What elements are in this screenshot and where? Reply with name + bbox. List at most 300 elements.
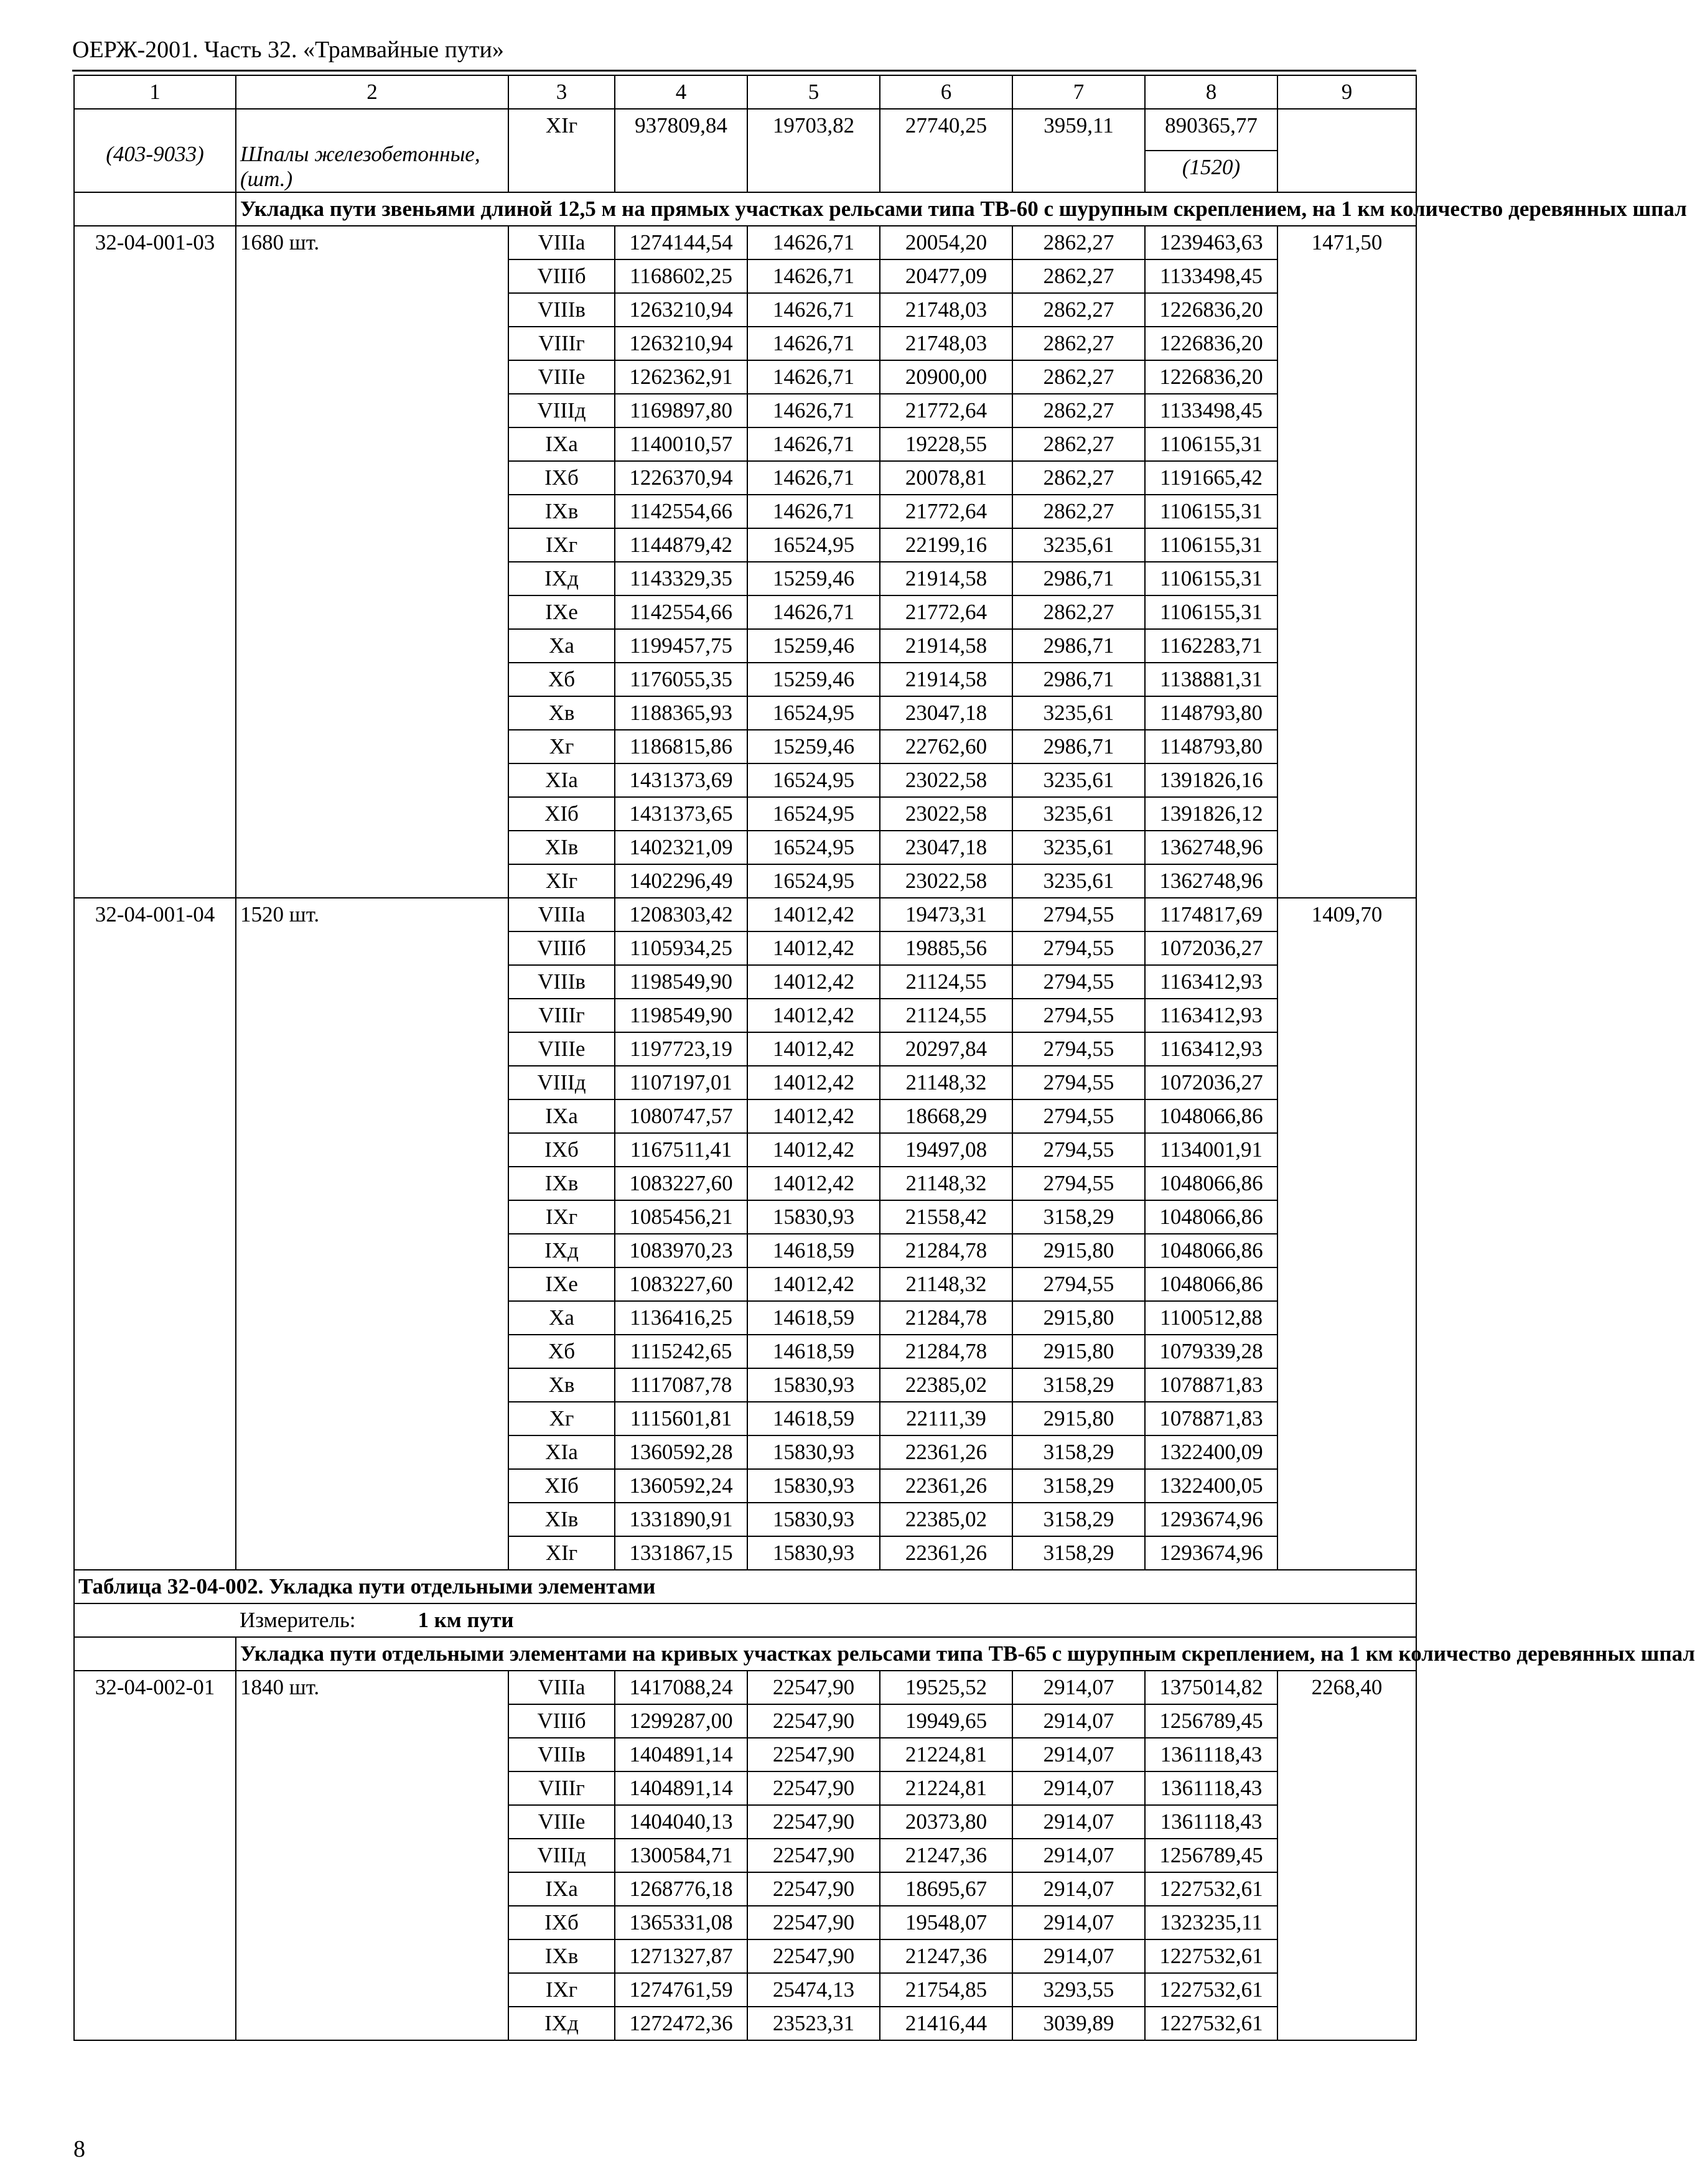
zone-cell: Xг: [508, 730, 615, 763]
value-cell: 1163412,93: [1145, 1032, 1277, 1066]
spacer-cell: [74, 192, 236, 226]
rate-code: 32-04-002-01: [74, 1671, 236, 2040]
value-cell: 21247,36: [880, 1939, 1012, 1973]
zone-cell: VIIIг: [508, 327, 615, 360]
value-cell: 1134001,91: [1145, 1133, 1277, 1167]
value-cell: 21754,85: [880, 1973, 1012, 2007]
value-cell: 1361118,43: [1145, 1805, 1277, 1839]
zone-cell: VIIIв: [508, 965, 615, 999]
value-cell: 1227532,61: [1145, 2007, 1277, 2040]
value-cell: [1277, 109, 1416, 192]
value-cell: 18695,67: [880, 1872, 1012, 1906]
value-cell: 1168602,25: [615, 259, 747, 293]
value-cell: 1115601,81: [615, 1402, 747, 1435]
value-cell: 19525,52: [880, 1671, 1012, 1704]
value-cell: 23022,58: [880, 763, 1012, 797]
value-cell: 1085456,21: [615, 1200, 747, 1234]
value-cell: 19473,31: [880, 898, 1012, 931]
value-cell: 2794,55: [1012, 1167, 1145, 1200]
value-cell: 1186815,86: [615, 730, 747, 763]
value-cell: 16524,95: [747, 696, 880, 730]
value-cell: 1048066,86: [1145, 1200, 1277, 1234]
value-cell: 2862,27: [1012, 327, 1145, 360]
value-cell: 22547,90: [747, 1906, 880, 1939]
value-cell: 21284,78: [880, 1234, 1012, 1267]
value-cell: 14626,71: [747, 293, 880, 327]
rate-name: 1840 шт.: [236, 1671, 508, 2040]
value-cell: 3158,29: [1012, 1200, 1145, 1234]
value-cell: 1226836,20: [1145, 293, 1277, 327]
value-cell: 2986,71: [1012, 730, 1145, 763]
value-cell: 21148,32: [880, 1267, 1012, 1301]
value-cell: 2914,07: [1012, 1839, 1145, 1872]
section-title: Укладка пути отдельными элементами на кривых участках рельсами типа ТВ-65 с шурупным скреплением, на 1 км количество деревянных шпал: [236, 1637, 1416, 1671]
value-cell: 14012,42: [747, 999, 880, 1032]
value-cell: 21247,36: [880, 1839, 1012, 1872]
page-header: ОЕРЖ-2001. Часть 32. «Трамвайные пути»: [72, 37, 504, 63]
value-cell: 3235,61: [1012, 831, 1145, 864]
zone-cell: IXд: [508, 1234, 615, 1267]
value-cell: 1362748,96: [1145, 864, 1277, 898]
value-cell: 14626,71: [747, 226, 880, 259]
zone-cell: VIIIа: [508, 898, 615, 931]
value-cell: 1360592,24: [615, 1469, 747, 1503]
value-cell: 14012,42: [747, 965, 880, 999]
value-cell: 14626,71: [747, 327, 880, 360]
value-cell: 1323235,11: [1145, 1906, 1277, 1939]
zone-cell: VIIIб: [508, 931, 615, 965]
value-cell: 1274761,59: [615, 1973, 747, 2007]
zone-cell: Xа: [508, 629, 615, 663]
value-cell: 2914,07: [1012, 1906, 1145, 1939]
value-cell: 21224,81: [880, 1771, 1012, 1805]
value-cell: 1072036,27: [1145, 931, 1277, 965]
header-divider: [72, 70, 1416, 72]
value-cell: 16524,95: [747, 831, 880, 864]
value-cell: 15259,46: [747, 629, 880, 663]
value-cell: 3158,29: [1012, 1536, 1145, 1570]
zone-cell: IXд: [508, 562, 615, 595]
value-cell: 1226836,20: [1145, 327, 1277, 360]
value-cell: 14012,42: [747, 1066, 880, 1099]
value-cell: 1402321,09: [615, 831, 747, 864]
value-cell: 2794,55: [1012, 898, 1145, 931]
value-cell: 20900,00: [880, 360, 1012, 394]
value-cell: 2915,80: [1012, 1301, 1145, 1335]
zone-cell: VIIIе: [508, 360, 615, 394]
value-cell: 23047,18: [880, 696, 1012, 730]
zone-cell: VIIIв: [508, 293, 615, 327]
value-cell: 1274144,54: [615, 226, 747, 259]
resource-code: (403-9033): [74, 109, 236, 192]
value-cell: 1227532,61: [1145, 1872, 1277, 1906]
value-cell: 1078871,83: [1145, 1368, 1277, 1402]
value-cell: 2914,07: [1012, 1771, 1145, 1805]
measure-label: Измеритель:: [240, 1608, 356, 1632]
value-cell: 1208303,42: [615, 898, 747, 931]
page-number: 8: [73, 2136, 85, 2162]
value-cell: 1417088,24: [615, 1671, 747, 1704]
value-cell: 1262362,91: [615, 360, 747, 394]
value-cell: 20297,84: [880, 1032, 1012, 1066]
value-cell: 1271327,87: [615, 1939, 747, 1973]
value-cell: 23047,18: [880, 831, 1012, 864]
value-cell: 1100512,88: [1145, 1301, 1277, 1335]
measure-value: 1 км пути: [418, 1608, 514, 1632]
value-cell: 15830,93: [747, 1503, 880, 1536]
value-cell: 1227532,61: [1145, 1939, 1277, 1973]
value-cell: 2915,80: [1012, 1335, 1145, 1368]
value-cell: 1163412,93: [1145, 999, 1277, 1032]
value-cell: 20078,81: [880, 461, 1012, 495]
column-number: 3: [508, 75, 615, 109]
table-title: Таблица 32-04-002. Укладка пути отдельными элементами: [74, 1570, 1416, 1603]
value-cell: 23022,58: [880, 864, 1012, 898]
value-cell: 20373,80: [880, 1805, 1012, 1839]
zone-cell: Xб: [508, 663, 615, 696]
value-cell: 15830,93: [747, 1536, 880, 1570]
value-cell: 2914,07: [1012, 1939, 1145, 1973]
value-cell: 22385,02: [880, 1503, 1012, 1536]
value-cell: 15259,46: [747, 730, 880, 763]
value-cell: 22547,90: [747, 1805, 880, 1839]
zone-cell: XIб: [508, 1469, 615, 1503]
value-cell: 937809,84: [615, 109, 747, 192]
value-cell: 1391826,16: [1145, 763, 1277, 797]
value-cell: 1106155,31: [1145, 562, 1277, 595]
value-cell: 15259,46: [747, 663, 880, 696]
zone-cell: XIв: [508, 831, 615, 864]
value-cell: 22547,90: [747, 1839, 880, 1872]
zone-cell: XIг: [508, 864, 615, 898]
value-cell: 1115242,65: [615, 1335, 747, 1368]
value-cell: 1167511,41: [615, 1133, 747, 1167]
value-cell: 15830,93: [747, 1200, 880, 1234]
value-cell: 1404891,14: [615, 1771, 747, 1805]
value-cell: 2794,55: [1012, 1099, 1145, 1133]
zone-cell: IXв: [508, 495, 615, 528]
value-cell: 21748,03: [880, 327, 1012, 360]
value-cell: 1272472,36: [615, 2007, 747, 2040]
value-cell: 20477,09: [880, 259, 1012, 293]
value-cell: 3158,29: [1012, 1503, 1145, 1536]
value-cell: 1404040,13: [615, 1805, 747, 1839]
column-number: 5: [747, 75, 880, 109]
value-cell: 1431373,65: [615, 797, 747, 831]
value-cell: 21124,55: [880, 999, 1012, 1032]
zone-cell: VIIIа: [508, 1671, 615, 1704]
value-cell: 2986,71: [1012, 629, 1145, 663]
value-cell: 1106155,31: [1145, 528, 1277, 562]
value-cell: 1256789,45: [1145, 1839, 1277, 1872]
value-cell: 1048066,86: [1145, 1167, 1277, 1200]
value-cell: 1331890,91: [615, 1503, 747, 1536]
value-cell: 20054,20: [880, 226, 1012, 259]
value-cell: 15830,93: [747, 1368, 880, 1402]
value-cell: 1375014,82: [1145, 1671, 1277, 1704]
value-cell: 1142554,66: [615, 495, 747, 528]
value-cell: 14626,71: [747, 427, 880, 461]
value-cell: 22547,90: [747, 1704, 880, 1738]
zone-cell: IXв: [508, 1939, 615, 1973]
value-cell: 19703,82: [747, 109, 880, 192]
value-cell: 1079339,28: [1145, 1335, 1277, 1368]
value-cell: 2794,55: [1012, 965, 1145, 999]
zone-cell: IXа: [508, 427, 615, 461]
zone-cell: VIIIг: [508, 999, 615, 1032]
rate-code: 32-04-001-03: [74, 226, 236, 898]
value-cell: 1105934,25: [615, 931, 747, 965]
value-cell: 1078871,83: [1145, 1402, 1277, 1435]
zone-cell: XIг: [508, 109, 615, 192]
value-cell: 22199,16: [880, 528, 1012, 562]
zone-cell: Xа: [508, 1301, 615, 1335]
value-cell: 2862,27: [1012, 427, 1145, 461]
value-cell: 1227532,61: [1145, 1973, 1277, 2007]
zone-cell: IXе: [508, 1267, 615, 1301]
value-cell: 1431373,69: [615, 763, 747, 797]
rates-table: [73, 75, 1695, 2041]
value-cell: 15259,46: [747, 562, 880, 595]
zone-cell: IXб: [508, 1133, 615, 1167]
value-cell: 21148,32: [880, 1066, 1012, 1099]
value-cell: 21772,64: [880, 495, 1012, 528]
column-number: 4: [615, 75, 747, 109]
value-cell: 1176055,35: [615, 663, 747, 696]
value-cell: 2862,27: [1012, 293, 1145, 327]
value-cell: 1299287,00: [615, 1704, 747, 1738]
value-cell: 2862,27: [1012, 461, 1145, 495]
value-cell: 1106155,31: [1145, 495, 1277, 528]
value-cell: 1174817,69: [1145, 898, 1277, 931]
value-cell: 22547,90: [747, 1671, 880, 1704]
value-cell: 1138881,31: [1145, 663, 1277, 696]
value-cell: 14626,71: [747, 259, 880, 293]
value-cell: 1148793,80: [1145, 696, 1277, 730]
value-cell: 2794,55: [1012, 931, 1145, 965]
value-cell: 1048066,86: [1145, 1267, 1277, 1301]
value-cell: 1331867,15: [615, 1536, 747, 1570]
value-cell: 2862,27: [1012, 259, 1145, 293]
zone-cell: VIIIд: [508, 1066, 615, 1099]
value-cell: 2268,40: [1277, 1671, 1416, 2040]
value-cell: 3235,61: [1012, 864, 1145, 898]
value-cell: 2862,27: [1012, 595, 1145, 629]
column-number-row: [74, 75, 1416, 109]
value-cell: 14012,42: [747, 898, 880, 931]
value-cell: 1199457,75: [615, 629, 747, 663]
value-cell: 1293674,96: [1145, 1503, 1277, 1536]
value-cell: 1140010,57: [615, 427, 747, 461]
rate-name: 1520 шт.: [236, 898, 508, 1570]
value-cell: 16524,95: [747, 797, 880, 831]
value-cell: 1107197,01: [615, 1066, 747, 1099]
zone-cell: VIIIб: [508, 259, 615, 293]
value-cell: 2862,27: [1012, 394, 1145, 427]
value-cell: 21124,55: [880, 965, 1012, 999]
value-cell: 14012,42: [747, 1167, 880, 1200]
value-cell: 3235,61: [1012, 797, 1145, 831]
value-cell: 1404891,14: [615, 1738, 747, 1771]
value-cell: 21224,81: [880, 1738, 1012, 1771]
value-cell: 3158,29: [1012, 1368, 1145, 1402]
value-cell: 1362748,96: [1145, 831, 1277, 864]
value-cell: 14618,59: [747, 1301, 880, 1335]
zone-cell: XIа: [508, 1435, 615, 1469]
zone-cell: XIв: [508, 1503, 615, 1536]
value-cell: 14012,42: [747, 931, 880, 965]
value-cell: 21914,58: [880, 629, 1012, 663]
spacer-cell: [74, 1637, 236, 1671]
zone-cell: Xв: [508, 696, 615, 730]
value-cell: 19228,55: [880, 427, 1012, 461]
zone-cell: VIIIд: [508, 394, 615, 427]
value-cell: 19885,56: [880, 931, 1012, 965]
value-cell: 1256789,45: [1145, 1704, 1277, 1738]
zone-cell: Xб: [508, 1335, 615, 1368]
value-cell: 1226836,20: [1145, 360, 1277, 394]
value-cell: 21284,78: [880, 1301, 1012, 1335]
value-cell: 1072036,27: [1145, 1066, 1277, 1099]
value-cell: 1197723,19: [615, 1032, 747, 1066]
value-cell: 890365,77: [1145, 109, 1277, 151]
zone-cell: XIб: [508, 797, 615, 831]
value-cell: 21148,32: [880, 1167, 1012, 1200]
value-cell: 14626,71: [747, 394, 880, 427]
zone-cell: Xг: [508, 1402, 615, 1435]
value-cell: 1133498,45: [1145, 259, 1277, 293]
value-cell: 1188365,93: [615, 696, 747, 730]
value-cell: 19497,08: [880, 1133, 1012, 1167]
zone-cell: IXе: [508, 595, 615, 629]
value-cell: 1133498,45: [1145, 394, 1277, 427]
zone-cell: VIIIб: [508, 1704, 615, 1738]
value-cell: 1080747,57: [615, 1099, 747, 1133]
value-cell: 22547,90: [747, 1939, 880, 1973]
value-cell: 1361118,43: [1145, 1738, 1277, 1771]
value-cell: 19548,07: [880, 1906, 1012, 1939]
value-cell: 1263210,94: [615, 293, 747, 327]
value-cell: 14618,59: [747, 1234, 880, 1267]
value-cell: 1226370,94: [615, 461, 747, 495]
zone-cell: Xв: [508, 1368, 615, 1402]
value-cell: 15830,93: [747, 1435, 880, 1469]
value-cell: 1402296,49: [615, 864, 747, 898]
rate-name: 1680 шт.: [236, 226, 508, 898]
value-cell: 27740,25: [880, 109, 1012, 192]
value-cell: 2914,07: [1012, 1872, 1145, 1906]
value-cell: 1106155,31: [1145, 595, 1277, 629]
column-number: 2: [236, 75, 508, 109]
column-number: 9: [1277, 75, 1416, 109]
value-cell: 2794,55: [1012, 1267, 1145, 1301]
value-cell: 22361,26: [880, 1435, 1012, 1469]
value-cell: 22361,26: [880, 1469, 1012, 1503]
value-cell: 2986,71: [1012, 562, 1145, 595]
value-cell: 22547,90: [747, 1738, 880, 1771]
value-cell: 3235,61: [1012, 528, 1145, 562]
value-cell: 1391826,12: [1145, 797, 1277, 831]
value-cell: 23523,31: [747, 2007, 880, 2040]
column-number: 8: [1145, 75, 1277, 109]
measure-row: [74, 1603, 1416, 1637]
value-cell: 2794,55: [1012, 1032, 1145, 1066]
rate-code: 32-04-001-04: [74, 898, 236, 1570]
zone-cell: IXб: [508, 1906, 615, 1939]
value-cell: 22111,39: [880, 1402, 1012, 1435]
zone-cell: IXг: [508, 528, 615, 562]
value-cell: 21914,58: [880, 663, 1012, 696]
value-cell: 1083227,60: [615, 1267, 747, 1301]
value-cell: 21558,42: [880, 1200, 1012, 1234]
zone-cell: VIIIг: [508, 1771, 615, 1805]
value-cell: 3293,55: [1012, 1973, 1145, 2007]
value-cell: 1106155,31: [1145, 427, 1277, 461]
measure-cell: [236, 1603, 1416, 1637]
value-cell: 2794,55: [1012, 999, 1145, 1032]
value-cell: 1144879,42: [615, 528, 747, 562]
value-cell: 1322400,09: [1145, 1435, 1277, 1469]
value-cell: 2794,55: [1012, 1133, 1145, 1167]
value-cell: 21914,58: [880, 562, 1012, 595]
value-cell: 3158,29: [1012, 1435, 1145, 1469]
value-cell: 1117087,78: [615, 1368, 747, 1402]
value-cell: 14012,42: [747, 1099, 880, 1133]
value-cell: 1361118,43: [1145, 1771, 1277, 1805]
value-cell: 19949,65: [880, 1704, 1012, 1738]
value-cell: 1293674,96: [1145, 1536, 1277, 1570]
zone-cell: VIIIа: [508, 226, 615, 259]
value-cell: 1083970,23: [615, 1234, 747, 1267]
value-cell: 1048066,86: [1145, 1234, 1277, 1267]
value-cell: 14012,42: [747, 1133, 880, 1167]
spacer-cell: [74, 1603, 236, 1637]
zone-cell: VIIIв: [508, 1738, 615, 1771]
value-cell: 14626,71: [747, 595, 880, 629]
value-cell: 14012,42: [747, 1267, 880, 1301]
section-title: Укладка пути звеньями длиной 12,5 м на прямых участках рельсами типа ТВ-60 с шурупным скреплением, на 1 км количество деревянных шпал: [236, 192, 1416, 226]
value-cell: (1520): [1145, 151, 1277, 192]
value-cell: 2914,07: [1012, 1805, 1145, 1839]
column-number: 7: [1012, 75, 1145, 109]
column-number: 1: [74, 75, 236, 109]
value-cell: 22385,02: [880, 1368, 1012, 1402]
value-cell: 22762,60: [880, 730, 1012, 763]
value-cell: 1142554,66: [615, 595, 747, 629]
value-cell: 2915,80: [1012, 1402, 1145, 1435]
value-cell: 18668,29: [880, 1099, 1012, 1133]
value-cell: 1365331,08: [615, 1906, 747, 1939]
value-cell: 1136416,25: [615, 1301, 747, 1335]
zone-cell: VIIIе: [508, 1032, 615, 1066]
zone-cell: IXд: [508, 2007, 615, 2040]
value-cell: 1198549,90: [615, 999, 747, 1032]
value-cell: 1083227,60: [615, 1167, 747, 1200]
value-cell: 2986,71: [1012, 663, 1145, 696]
value-cell: 21748,03: [880, 293, 1012, 327]
zone-cell: IXб: [508, 461, 615, 495]
zone-cell: IXа: [508, 1099, 615, 1133]
value-cell: 16524,95: [747, 528, 880, 562]
value-cell: 2794,55: [1012, 1066, 1145, 1099]
value-cell: 1409,70: [1277, 898, 1416, 1570]
value-cell: 1239463,63: [1145, 226, 1277, 259]
zone-cell: IXа: [508, 1872, 615, 1906]
value-cell: 25474,13: [747, 1973, 880, 2007]
value-cell: 1300584,71: [615, 1839, 747, 1872]
table-row: [74, 226, 1416, 259]
value-cell: 14012,42: [747, 1032, 880, 1066]
